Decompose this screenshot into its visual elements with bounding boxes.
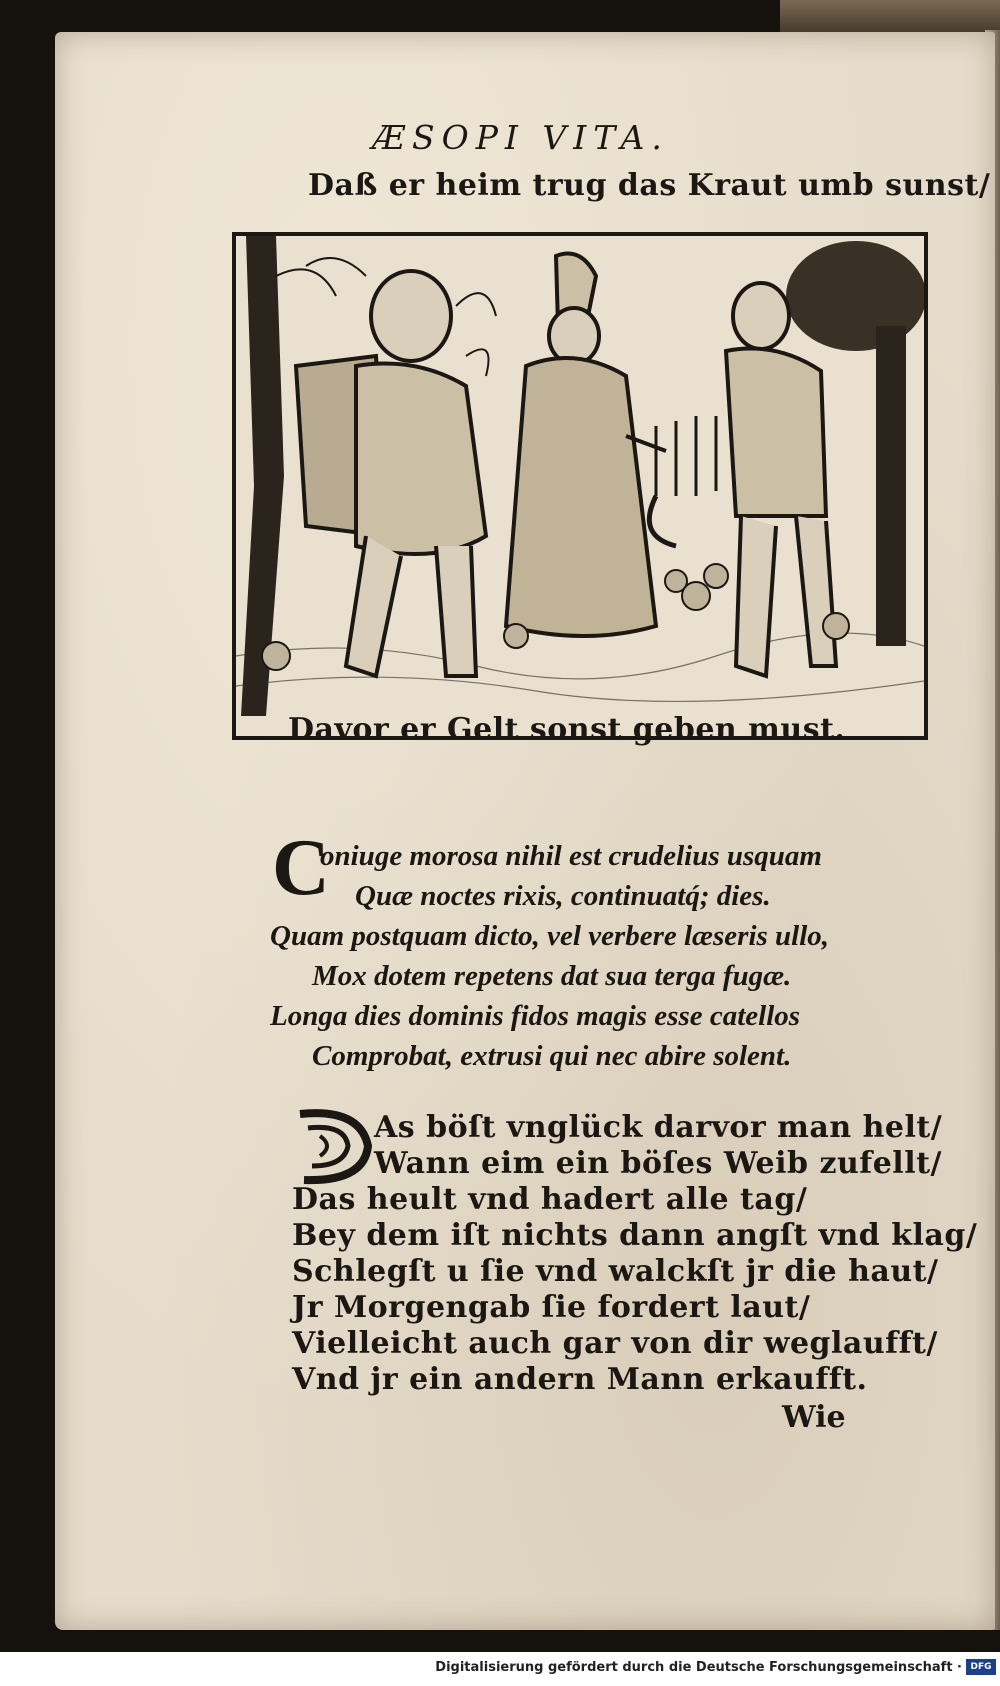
- latin-line-4: Mox dotem repetens dat sua terga fugæ.: [312, 960, 792, 992]
- german-line-4: Bey dem iſt nichts dann angſt vnd klag/: [292, 1218, 978, 1253]
- german-line-5: Schlegſt u ſie vnd walckſt jr die haut/: [292, 1254, 939, 1289]
- german-line-3: Das heult vnd hadert alle tag/: [292, 1182, 808, 1217]
- caption-bottom: Davor er Gelt sonst geben must.: [288, 712, 846, 747]
- german-line-8: Vnd jr ein andern Mann erkaufft.: [292, 1362, 868, 1397]
- latin-line-5: Longa dies dominis fidos magis esse catellos: [270, 1000, 801, 1032]
- dfg-logo[interactable]: DFG: [966, 1659, 996, 1675]
- german-line-2: Wann eim ein böſes Weib zufellt/: [374, 1146, 942, 1181]
- caption-top: Daß er heim trug das Kraut umb sunst/: [308, 168, 991, 203]
- running-head: ÆSOPI VITA.: [372, 118, 669, 157]
- ornate-initial-icon: [290, 1106, 374, 1186]
- drop-cap-D: [290, 1106, 374, 1186]
- woodcut-image: [236, 236, 924, 736]
- footer-credit: Digitalisierung gefördert durch die Deutsche Forschungsgemeinschaft ·: [435, 1660, 962, 1675]
- woodcut-illustration: [232, 232, 928, 740]
- latin-line-2: Quæ noctes rixis, continuatq́; dies.: [355, 880, 771, 912]
- catchword: Wie: [782, 1400, 846, 1435]
- latin-line-6: Comprobat, extrusi qui nec abire solent.: [312, 1040, 792, 1072]
- drop-cap-C: C: [272, 824, 330, 912]
- latin-line-3: Quam postquam dicto, vel verbere læseris ullo,: [270, 920, 830, 952]
- footer-bar: [0, 1652, 1000, 1686]
- german-line-7: Vielleicht auch gar von dir weglaufft/: [292, 1326, 938, 1361]
- german-line-1: As böſt vnglück darvor man helt/: [374, 1110, 943, 1145]
- latin-line-1: oniuge morosa nihil est crudelius usquam: [320, 840, 822, 872]
- german-line-6: Jr Morgengab ſie fordert laut/: [292, 1290, 811, 1325]
